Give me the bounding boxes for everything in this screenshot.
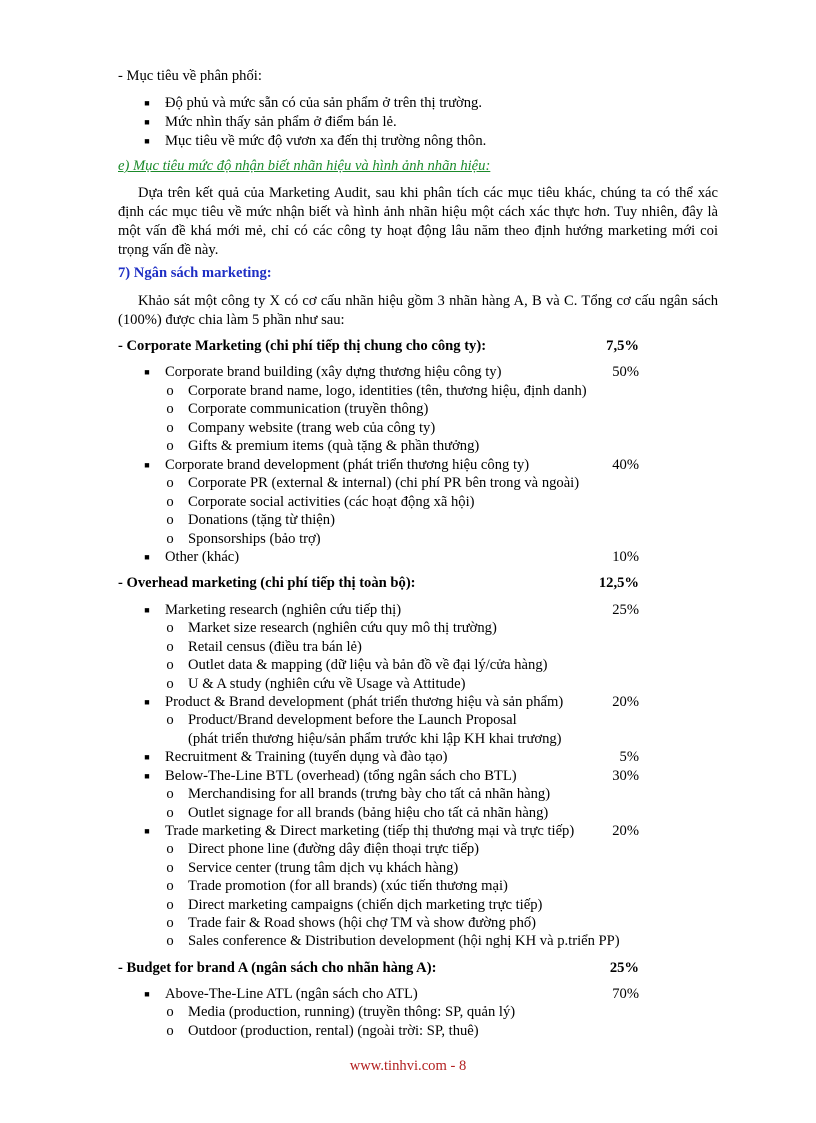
- distribution-heading: - Mục tiêu về phân phối:: [118, 68, 262, 84]
- budget-subitem: o Donations (tặng từ thiện): [166, 512, 335, 528]
- budget-subitem: o U & A study (nghiên cứu về Usage và Attitude): [166, 676, 466, 692]
- budget-subitem: o Outlet signage for all brands (bảng hiệu cho tất cả nhãn hàng): [166, 805, 549, 821]
- budget-subitem: o Market size research (nghiên cứu quy mô thị trường): [166, 620, 497, 636]
- budget-item: ■ Other (khác) 10%: [144, 549, 639, 565]
- section-e-paragraph: Dựa trên kết quả của Marketing Audit, sau khi phân tích các mục tiêu khác, chúng ta có thể xác định các mục tiêu về mức nhận biết và hình ảnh nhãn hiệu một cách xác thực hơn. Tuy nhiên, đây là một vấn đề khá mới mẻ, chỉ có các công ty hoạt động lâu năm theo định hướng marketing mới coi trọng vấn đề này.: [118, 185, 718, 258]
- budget-subitem: o Service center (trung tâm dịch vụ khách hàng): [166, 860, 459, 876]
- budget-subitem: o Direct phone line (đường dây điện thoại trực tiếp): [166, 841, 479, 857]
- budget-subitem: o Corporate social activities (các hoạt động xã hội): [166, 494, 475, 510]
- list-item: ■ Mức nhìn thấy sản phẩm ở điểm bán lẻ.: [144, 114, 397, 130]
- budget-subitem: o Outdoor (production, rental) (ngoài trời: SP, thuê): [166, 1023, 479, 1039]
- budget-subitem: o Corporate brand name, logo, identities (tên, thương hiệu, định danh): [166, 383, 587, 399]
- budget-item: ■ Corporate brand building (xây dựng thương hiệu công ty) 50%: [144, 364, 639, 380]
- budget-subitem: o Corporate PR (external & internal) (chi phí PR bên trong và ngoài): [166, 475, 580, 491]
- budget-subitem: o Trade fair & Road shows (hội chợ TM và show đường phố): [166, 915, 537, 931]
- section-7-title: 7) Ngân sách marketing:: [118, 265, 272, 281]
- list-item: ■ Mục tiêu về mức độ vươn xa đến thị trường nông thôn.: [144, 133, 487, 149]
- budget-subitem: o Trade promotion (for all brands) (xúc tiến thương mại): [166, 878, 508, 894]
- budget-item: ■ Corporate brand development (phát triển thương hiệu công ty) 40%: [144, 457, 639, 473]
- page-footer[interactable]: www.tinhvi.com - 8: [349, 1058, 467, 1074]
- budget-subitem: o Sales conference & Distribution development (hội nghị KH và p.triển PP): [166, 933, 620, 949]
- budget-subitem: o Retail census (điều tra bán lẻ): [166, 639, 362, 655]
- budget-subitem: o Merchandising for all brands (trưng bày cho tất cả nhãn hàng): [166, 786, 551, 802]
- budget-item: ■ Below-The-Line BTL (overhead) (tổng ngân sách cho BTL) 30%: [144, 768, 639, 784]
- budget-subitem: o Media (production, running) (truyền thông: SP, quản lý): [166, 1004, 516, 1020]
- budget-subitem: o Outlet data & mapping (dữ liệu và bản đồ về đại lý/cửa hàng): [166, 657, 548, 673]
- list-item: ■ Độ phủ và mức sẵn có của sản phẩm ở trên thị trường.: [144, 95, 482, 111]
- budget-subitem: o Corporate communication (truyền thông): [166, 401, 429, 417]
- budget-subitem: o Company website (trang web của công ty): [166, 420, 436, 436]
- budget-item: ■ Marketing research (nghiên cứu tiếp thị) 25%: [144, 602, 639, 618]
- budget-item: ■ Trade marketing & Direct marketing (tiếp thị thương mại và trực tiếp) 20%: [144, 823, 639, 839]
- budget-item: ■ Recruitment & Training (tuyển dụng và đào tạo) 5%: [144, 749, 639, 765]
- budget-subitem: o Gifts & premium items (quà tặng & phần thưởng): [166, 438, 480, 454]
- budget-item: ■ Product & Brand development (phát triển thương hiệu và sản phẩm) 20%: [144, 694, 639, 710]
- budget-subitem-continued: (phát triển thương hiệu/sản phẩm trước khi lập KH khai trương): [188, 731, 562, 747]
- budget-subitem: o Sponsorships (bảo trợ): [166, 531, 321, 547]
- budget-subitem: o Product/Brand development before the Launch Proposal: [166, 712, 517, 728]
- group-heading-overhead: - Overhead marketing (chi phí tiếp thị toàn bộ): 12,5%: [118, 575, 639, 591]
- section-e-title: e) Mục tiêu mức độ nhận biết nhãn hiệu và hình ảnh nhãn hiệu:: [118, 158, 491, 174]
- budget-item: ■ Above-The-Line ATL (ngân sách cho ATL) 70%: [144, 986, 639, 1002]
- group-heading-brand-a: - Budget for brand A (ngân sách cho nhãn hàng A): 25%: [118, 960, 639, 976]
- section-7-intro: Khảo sát một công ty X có cơ cấu nhãn hiệu gồm 3 nhãn hàng A, B và C. Tổng cơ cấu ngân sách (100%) được chia làm 5 phần như sau:: [118, 293, 718, 328]
- budget-subitem: o Direct marketing campaigns (chiến dịch marketing trực tiếp): [166, 897, 543, 913]
- group-heading-corporate: - Corporate Marketing (chi phí tiếp thị chung cho công ty): 7,5%: [118, 338, 639, 354]
